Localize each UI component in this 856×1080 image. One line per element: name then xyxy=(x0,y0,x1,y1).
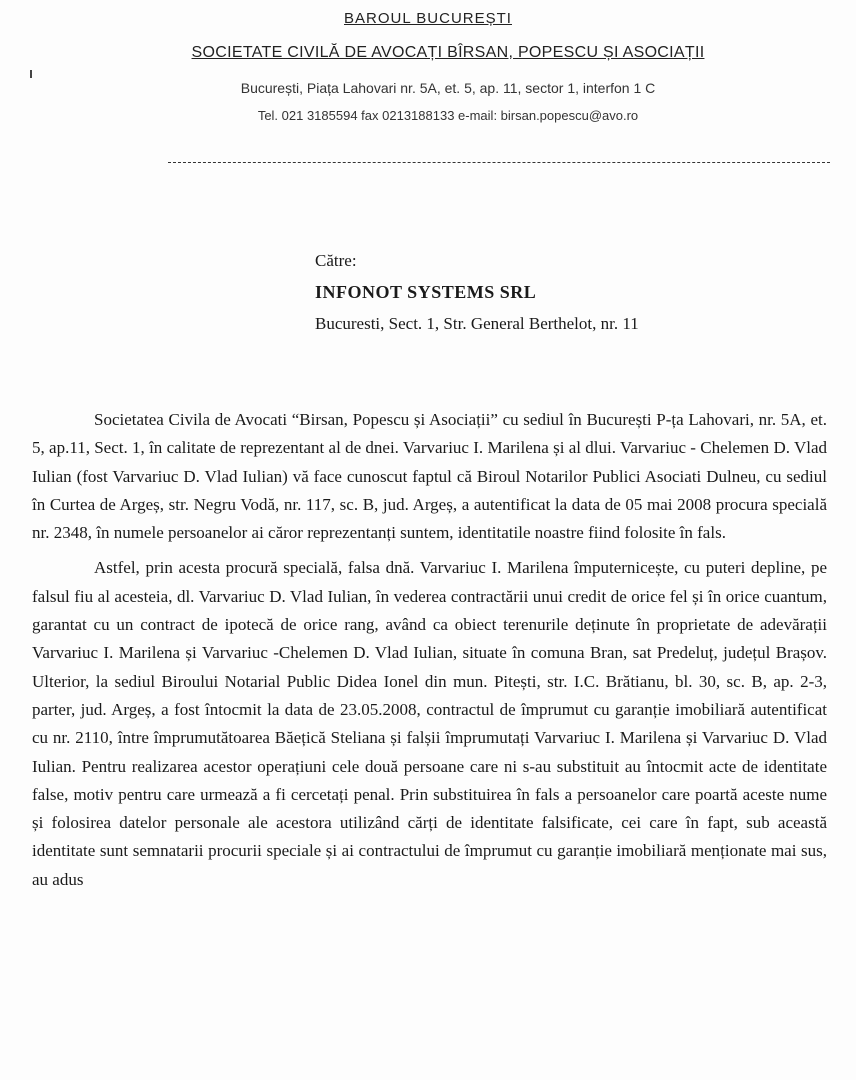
letterhead-contact: Tel. 021 3185594 fax 0213188133 e-mail: birsan.popescu@avo.ro xyxy=(257,108,639,123)
letter-body xyxy=(32,406,827,894)
recipient-company: INFONOT SYSTEMS SRL xyxy=(315,282,537,302)
margin-mark xyxy=(30,70,32,78)
recipient-label: Către: xyxy=(315,251,357,270)
letterhead-bar: BAROUL BUCUREȘTI xyxy=(344,10,512,27)
recipient-address: Bucuresti, Sect. 1, Str. General Berthelot, nr. 11 xyxy=(315,314,639,333)
letterhead-firm: SOCIETATE CIVILĂ DE AVOCAȚI BÎRSAN, POPESCU ȘI ASOCIAȚII xyxy=(191,44,705,61)
letterhead-address: București, Piața Lahovari nr. 5A, et. 5, ap. 11, sector 1, interfon 1 C xyxy=(240,80,656,96)
header-divider xyxy=(168,162,830,163)
paragraph-1: Societatea Civila de Avocati “Birsan, Popescu și Asociații” cu sediul în București P-ța Lahovari, nr. 5A, et. 5, ap.11, Sect. 1, în calitate de reprezentant al de dnei. Varvariuc I. Marilena și al dlui. Varvariuc - Chelemen D. Vlad Iulian (fost Varvariuc D. Vlad Iulian) vă face cunoscut faptul că Biroul Notarilor Publici Asociati Dulneu, cu sediul în Curtea de Argeș, str. Negru Vodă, nr. 117, sc. B, jud. Argeș, a autentificat la data de 05 mai 2008 procura specială nr. 2348, în numele persoanelor ai căror reprezentanți suntem, identitatile noastre fiind folosite în fals. xyxy=(32,410,827,543)
paragraph-2: Astfel, prin acesta procură specială, falsa dnă. Varvariuc I. Marilena împuternicește, cu puteri depline, pe falsul fiu al acesteia, dl. Varvariuc D. Vlad Iulian, în vederea contractării unui credit de orice fel și în orice cuantum, garantat cu un contract de ipotecă de orice rang, având ca obiect terenurile deținute în proprietate de adevărații Varvariuc I. Marilena și Varvariuc -Chelemen D. Vlad Iulian, situate în comuna Bran, sat Predeluț, județul Brașov. Ulterior, la sediul Biroului Notarial Public Didea Ionel din mun. Pitești, str. I.C. Brătianu, bl. 30, sc. B, ap. 2-3, parter, jud. Argeș, a fost întocmit la data de 23.05.2008, contractul de împrumut cu garanție imobiliară autentificat cu nr. 2110, între împrumutătoarea Băețică Steliana și falșii împrumutați Varvariuc I. Marilena și Varvariuc D. Vlad Iulian. Pentru realizarea acestor operațiuni cele două persoane care ni s-au substituit au întocmit acte de identitate false, motiv pentru care urmează a fi cercetați penal. Prin substituirea în fals a persoanelor care poartă aceste nume și folosirea datelor personale ale acestora utilizând cărți de identitate falsificate, cei care în fapt, sub această identitate sunt semnatarii procurii speciale și ai contractului de împrumut cu garanție imobiliară menționate mai sus, au adus xyxy=(32,558,827,889)
